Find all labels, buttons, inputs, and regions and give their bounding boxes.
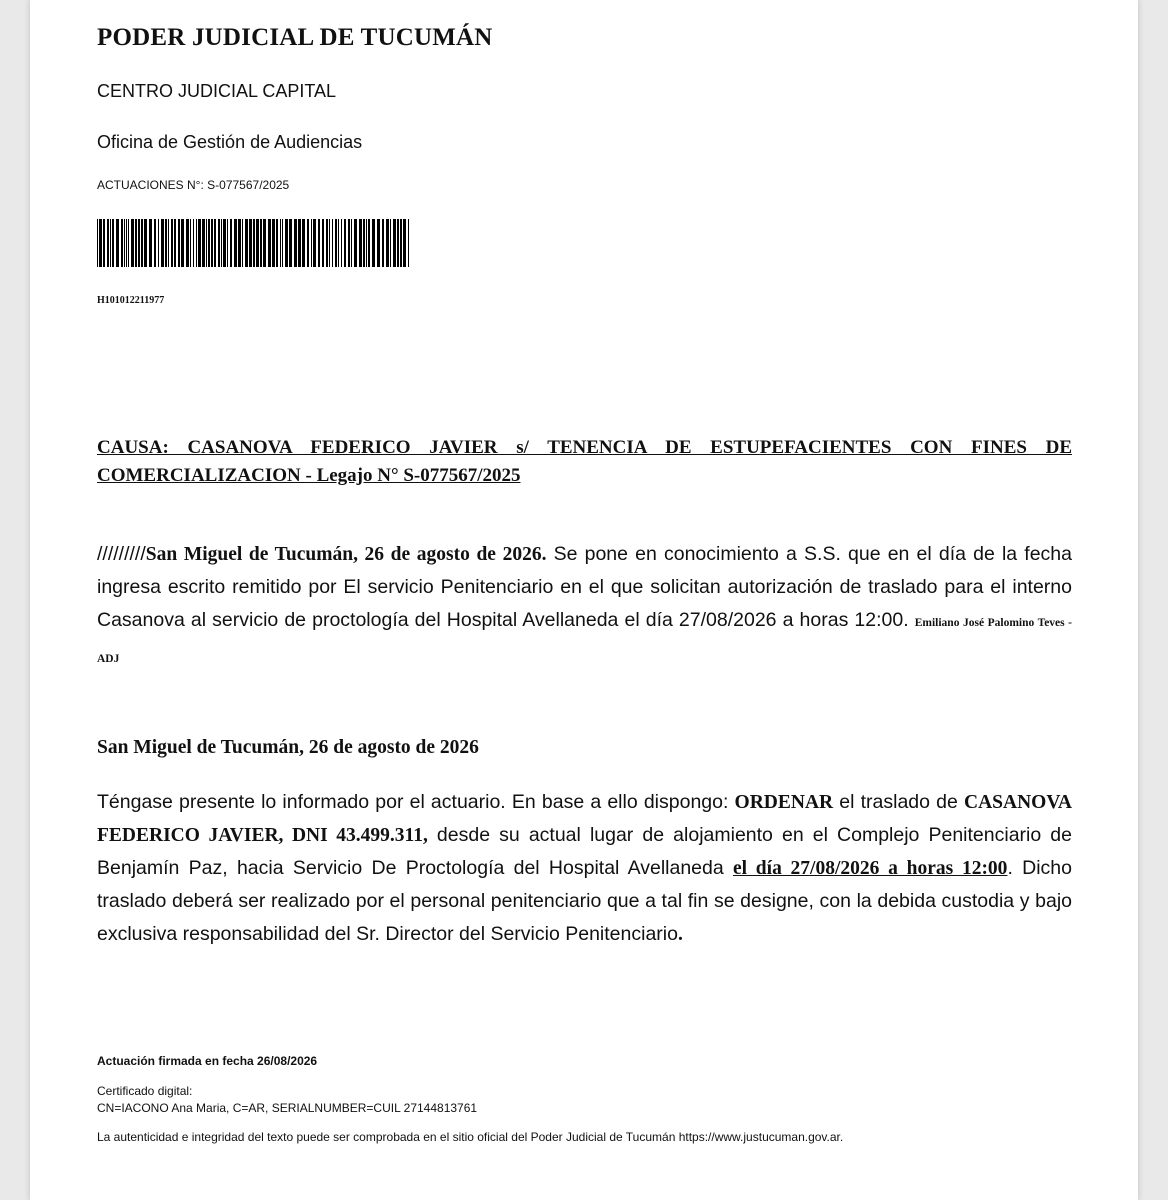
certificate-label: Certificado digital: <box>97 1084 193 1098</box>
resolution-part4: . Dicho traslado deberá ser realizado por el personal penitenciario que a tal fin se designe, con la debida custodia y bajo exclusiva responsabilidad del Sr. Director del Servicio Penitenciario <box>97 857 1072 945</box>
barcode-bar <box>260 219 262 267</box>
barcode-bar <box>253 219 255 267</box>
barcode-bar <box>393 219 396 267</box>
barcode-bar <box>363 219 365 267</box>
barcode-bar <box>181 219 184 267</box>
barcode-bar <box>208 219 210 267</box>
barcode-bar <box>227 219 228 267</box>
barcode-bar <box>110 219 111 267</box>
transfer-date-time: el día 27/08/2026 a horas 12:00 <box>733 858 1008 879</box>
barcode-bar <box>161 219 164 267</box>
barcode-bar <box>131 219 134 267</box>
barcode-bar <box>382 219 384 267</box>
barcode-bar <box>149 219 152 267</box>
barcode-bar <box>348 219 350 267</box>
report-body: Se pone en conocimiento a S.S. que en el día de la fecha ingresa escrito remitido por El servicio Penitenciario en el que solicitan autorización de traslado para el interno Casanova al servicio de proctología del Hospital Avellaneda el día 27/08/2026 a horas 12:00. <box>97 543 1073 631</box>
barcode-bar <box>311 219 312 267</box>
clerk-signature: Emiliano José Palomino Teves - ADJ <box>97 617 1073 665</box>
barcode-number: H101012211977 <box>97 295 165 306</box>
barcode-bar <box>294 219 297 267</box>
barcode-bar <box>103 219 105 267</box>
resolution-part1: Téngase presente lo informado por el actuario. En base a ello dispongo: <box>97 791 735 813</box>
resolution-paragraph <box>97 786 1072 951</box>
resolution-date-heading: San Miguel de Tucumán, 26 de agosto de 2026 <box>97 737 479 758</box>
case-title: CAUSA: CASANOVA FEDERICO JAVIER s/ TENENCIA DE ESTUPEFACIENTES CON FINES DE COMERCIALIZACION - Legajo N° S-077567/2025 <box>97 437 1072 486</box>
barcode-bar <box>390 219 391 267</box>
barcode-bar <box>174 219 176 267</box>
barcode-bar <box>168 219 169 267</box>
resolution-part2: el traslado de <box>833 791 964 813</box>
barcode-bar <box>223 219 226 267</box>
barcode-bar <box>234 219 237 267</box>
barcode-bar <box>256 219 259 267</box>
barcode-bar <box>354 219 357 267</box>
barcode-bar <box>126 219 127 267</box>
barcode-bar <box>272 219 275 267</box>
barcode-bar <box>144 219 147 267</box>
barcode-bar <box>171 219 173 267</box>
barcode-bar <box>377 219 380 267</box>
barcode-bar <box>190 219 191 267</box>
document-page <box>30 0 1138 1200</box>
barcode-bar <box>97 219 98 267</box>
barcode-bar <box>285 219 288 267</box>
barcode-bar <box>332 219 333 267</box>
barcode-bar <box>408 219 409 267</box>
barcode-bar <box>335 219 337 267</box>
office-name: Oficina de Gestión de Audiencias <box>97 132 363 152</box>
barcode-bar <box>397 219 399 267</box>
barcode-bar <box>128 219 129 267</box>
barcode-bar <box>329 219 330 267</box>
certificate-value: CN=IACONO Ana Maria, C=AR, SERIALNUMBER=CUIL 27144813761 <box>97 1101 478 1115</box>
barcode-bar <box>280 219 281 267</box>
barcode-bar <box>158 219 159 267</box>
actuaciones-number: ACTUACIONES N°: S-077567/2025 <box>97 178 290 192</box>
barcode-bar <box>341 219 342 267</box>
barcode-bar <box>211 219 213 267</box>
barcode-bar <box>202 219 205 267</box>
barcode-bar <box>138 219 140 267</box>
barcode-bar <box>351 219 352 267</box>
barcode-bar <box>313 219 316 267</box>
barcode-bar <box>326 219 328 267</box>
barcode-bar <box>386 219 389 267</box>
barcode-bar <box>99 219 102 267</box>
barcode-bar <box>135 219 137 267</box>
barcode-bar <box>186 219 189 267</box>
barcode-bar <box>165 219 167 267</box>
barcode-bar <box>124 219 125 267</box>
barcode-bar <box>403 219 406 267</box>
barcode-bar <box>276 219 278 267</box>
barcode-bar <box>238 219 241 267</box>
barcode-bar <box>400 219 402 267</box>
barcode-bar <box>206 219 207 267</box>
barcode-bar <box>121 219 123 267</box>
authenticity-note: La autenticidad e integridad del texto puede ser comprobada en el sitio oficial del Poder Judicial de Tucumán https://www.justucuman.gov.ar. <box>97 1130 844 1144</box>
resolution-part3: desde su actual lugar de alojamiento en el Complejo Penitenciario de Benjamín Paz, hacia Servicio De Proctología del Hospital Avellaneda <box>97 824 1073 879</box>
barcode-bar <box>214 219 216 267</box>
barcode-bar <box>107 219 109 267</box>
barcode-bar <box>221 219 222 267</box>
barcode-bar <box>322 219 324 267</box>
barcode-bar <box>230 219 232 267</box>
barcode-bar <box>249 219 252 267</box>
barcode-bar <box>218 219 220 267</box>
organization-title: PODER JUDICIAL DE TUCUMÁN <box>97 24 493 51</box>
judicial-center: CENTRO JUDICIAL CAPITAL <box>97 81 337 101</box>
barcode-bar <box>245 219 248 267</box>
barcode-bar <box>112 219 114 267</box>
report-paragraph <box>97 538 1072 676</box>
barcode-bar <box>242 219 243 267</box>
barcode-bar <box>359 219 362 267</box>
barcode-bar <box>307 219 309 267</box>
resolution-end: . <box>677 924 683 945</box>
barcode-bar <box>196 219 197 267</box>
barcode-bar <box>268 219 271 267</box>
barcode-bar <box>344 219 346 267</box>
barcode-bar <box>318 219 320 267</box>
barcode-bar <box>372 219 375 267</box>
barcode-bar <box>338 219 339 267</box>
barcode-bar <box>366 219 367 267</box>
barcode-bar <box>198 219 201 267</box>
slash-prefix: ///////// <box>97 543 146 565</box>
ordenar-word: ORDENAR <box>734 792 834 813</box>
signed-date: Actuación firmada en fecha 26/08/2026 <box>97 1054 318 1068</box>
barcode-bar <box>298 219 301 267</box>
barcode-bar <box>289 219 292 267</box>
barcode-bar <box>193 219 194 267</box>
defendant-name-dni: CASANOVA FEDERICO JAVIER, DNI 43.499.311, <box>97 792 1072 846</box>
barcode-bar <box>263 219 266 267</box>
barcode-bar <box>116 219 119 267</box>
barcode-bar <box>178 219 180 267</box>
barcode-bar <box>141 219 143 267</box>
report-place-date: San Miguel de Tucumán, 26 de agosto de 2026. <box>145 544 547 565</box>
barcode-bar <box>282 219 283 267</box>
barcode-bar <box>154 219 156 267</box>
barcode-image <box>97 219 412 267</box>
barcode-bar <box>302 219 305 267</box>
barcode-bar <box>368 219 370 267</box>
